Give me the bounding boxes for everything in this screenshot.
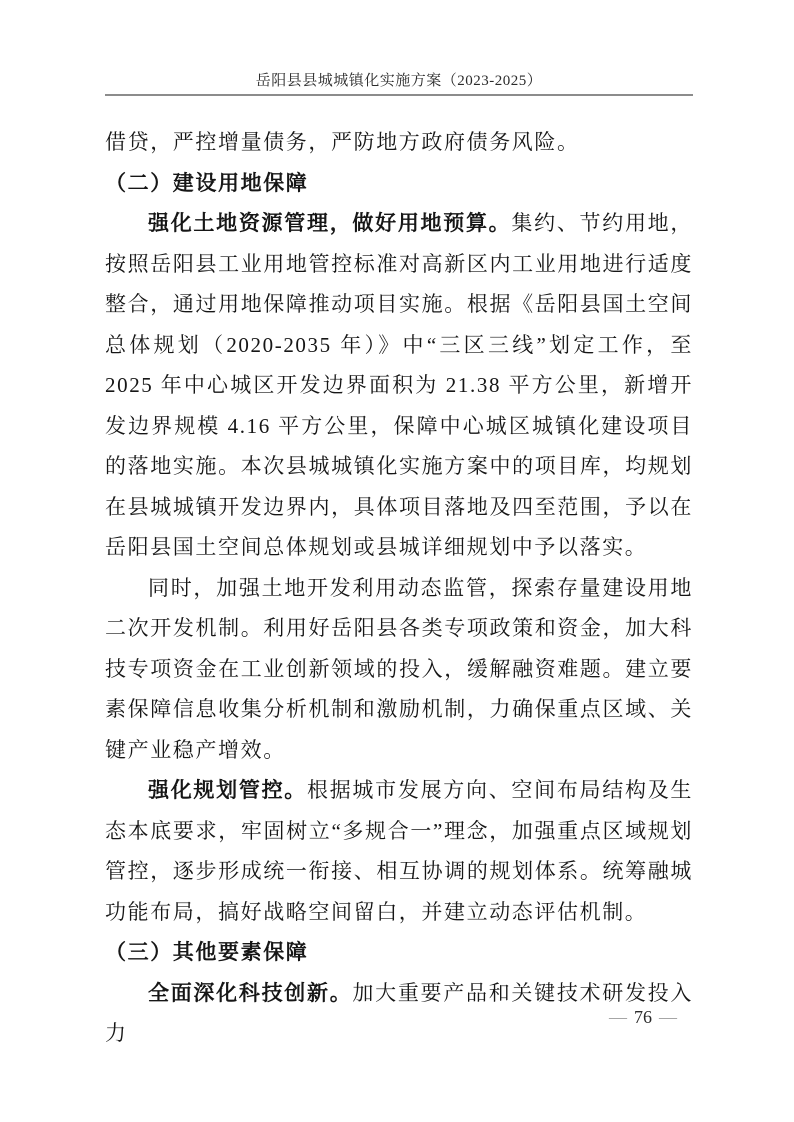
page-number: 76 xyxy=(634,1007,652,1027)
page-header xyxy=(105,0,693,96)
page-number-dash-right: — xyxy=(659,1007,677,1027)
header-divider xyxy=(105,94,693,96)
paragraph-land-resource xyxy=(105,203,693,568)
page-number-dash-left: — xyxy=(609,1007,627,1027)
paragraph-planning-control xyxy=(105,770,693,932)
header-title: 岳阳县县城城镇化实施方案（2023-2025） xyxy=(255,73,543,89)
paragraph-debt-risk: 借贷，严控增量债务，严防地方政府债务风险。 xyxy=(105,130,580,154)
paragraph-planning-control-lead: 强化规划管控。 xyxy=(148,778,307,802)
paragraph-tech-innovation-text: 加大重要产品和关键技术研发投入力 xyxy=(105,980,693,1045)
paragraph-tech-innovation-lead: 全面深化科技创新。 xyxy=(148,980,353,1005)
page-footer xyxy=(602,1004,684,1030)
document-body xyxy=(105,122,693,1054)
paragraph-land-resource-text: 集约、节约用地，按照岳阳县工业用地管控标准对高新区内工业用地进行适度整合，通过用地保障推动项目实施。根据《岳阳县国土空间总体规划（2020-2035 年）》中“三区三线”划定工作，至 2025 年中心城区开发边界面积为 21.38 平方公里，新增开发边界规模 4.16 平方公里，保障中心城区城镇化建设项目的落地实施。本次县城城镇化实施方案中的项目库，均规划在县城城镇开发边界内，具体项目落地及四至范围，予以在岳阳县国土空间总体规划或县城详细规划中予以落实。 xyxy=(105,211,693,559)
paragraph-land-resource-lead: 强化土地资源管理，做好用地预算。 xyxy=(148,211,512,235)
paragraph-planning-control-text: 根据城市发展方向、空间布局结构及生态本底要求，牢固树立“多规合一”理念，加强重点区域规划管控，逐步形成统一衔接、相互协调的规划体系。统筹融城功能布局，搞好战略空间留白，并建立动态评估机制。 xyxy=(105,778,694,924)
section-heading-land-guarantee: （二）建设用地保障 xyxy=(105,170,309,195)
paragraph-dynamic-supervision: 同时，加强土地开发利用动态监管，探索存量建设用地二次开发机制。利用好岳阳县各类专项政策和资金，加大科技专项资金在工业创新领域的投入，缓解融资难题。建立要素保障信息收集分析机制和激励机制，力确保重点区域、关键产业稳产增效。 xyxy=(105,575,693,762)
section-heading-other-guarantee: （三）其他要素保障 xyxy=(105,940,309,964)
